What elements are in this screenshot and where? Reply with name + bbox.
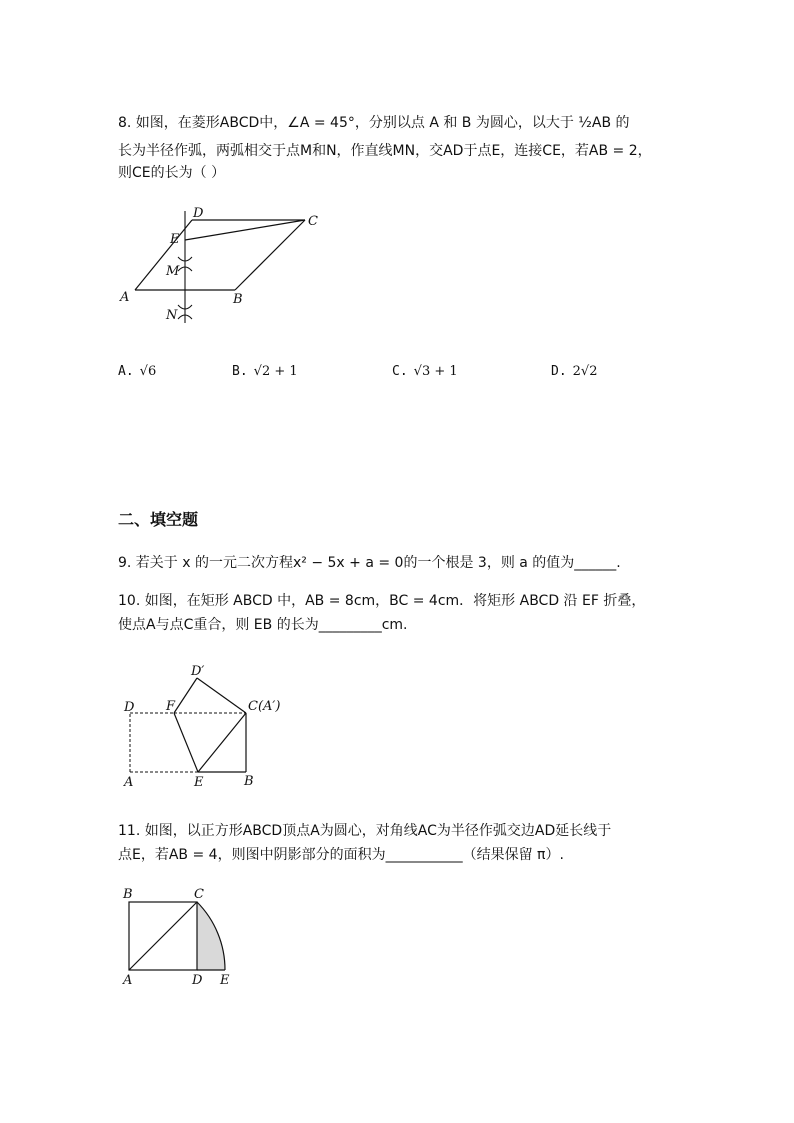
q8-label-d: D	[193, 206, 204, 221]
q11-label-c: C	[194, 887, 204, 902]
q10-label-f: F	[166, 699, 176, 714]
q8-line-2: 长为半径作弧，两弧相交于点M和N，作直线MN，交AD于点E，连接CE，若AB = 2，	[118, 143, 652, 159]
q8-label-c: C	[308, 214, 318, 229]
q8-option-c: C. √3 + 1	[392, 364, 458, 379]
q11-label-d: D	[192, 973, 203, 988]
section-heading: 二、填空题	[118, 510, 199, 529]
q8-option-d: D. 2√2	[551, 364, 598, 379]
q10-label-d: D	[124, 700, 135, 715]
q8-label-n: N	[166, 308, 178, 323]
q10-line-2: 使点A与点C重合，则 EB 的长为_________cm.	[118, 617, 408, 633]
q8-label-e: E	[170, 232, 180, 247]
q8-label-b: B	[233, 292, 243, 307]
q11-line-1: 11. 如图，以正方形ABCD顶点A为圆心，对角线AC为半径作弧交边AD延长线于	[118, 823, 612, 839]
q10-label-e: E	[194, 775, 204, 790]
q10-label-c: C(A′)	[248, 699, 281, 714]
q8-rhombus-figure	[110, 205, 330, 325]
q11-label-b: B	[123, 887, 133, 902]
q8-option-a: A. √6	[118, 364, 157, 379]
q8-label-m: M	[166, 264, 180, 279]
q9-text: 9. 若关于 x 的一元二次方程x² − 5x + a = 0的一个根是 3，则 a 的值为______.	[118, 555, 621, 571]
q10-rectangle-figure	[118, 662, 318, 792]
q8-option-b: B. √2 + 1	[232, 364, 298, 379]
q11-line-2: 点E，若AB = 4，则图中阴影部分的面积为___________（结果保留 π）.	[118, 847, 564, 863]
q8-line-1: 8. 如图，在菱形ABCD中，∠A = 45°，分别以点 A 和 B 为圆心，以大于 ½AB 的	[118, 115, 630, 131]
q8-label-a: A	[120, 290, 130, 305]
q11-square-figure	[118, 883, 268, 993]
q10-label-a: A	[124, 775, 134, 790]
q11-label-a: A	[123, 973, 133, 988]
q8-line-3: 则CE的长为（ ）	[118, 165, 226, 181]
q10-line-1: 10. 如图，在矩形 ABCD 中，AB = 8cm，BC = 4cm．将矩形 ABCD 沿 EF 折叠，	[118, 593, 646, 609]
q11-label-e: E	[220, 973, 230, 988]
q10-label-d-prime: D′	[191, 664, 205, 679]
q10-label-b: B	[244, 774, 254, 789]
q11-shaded-region	[197, 902, 225, 970]
